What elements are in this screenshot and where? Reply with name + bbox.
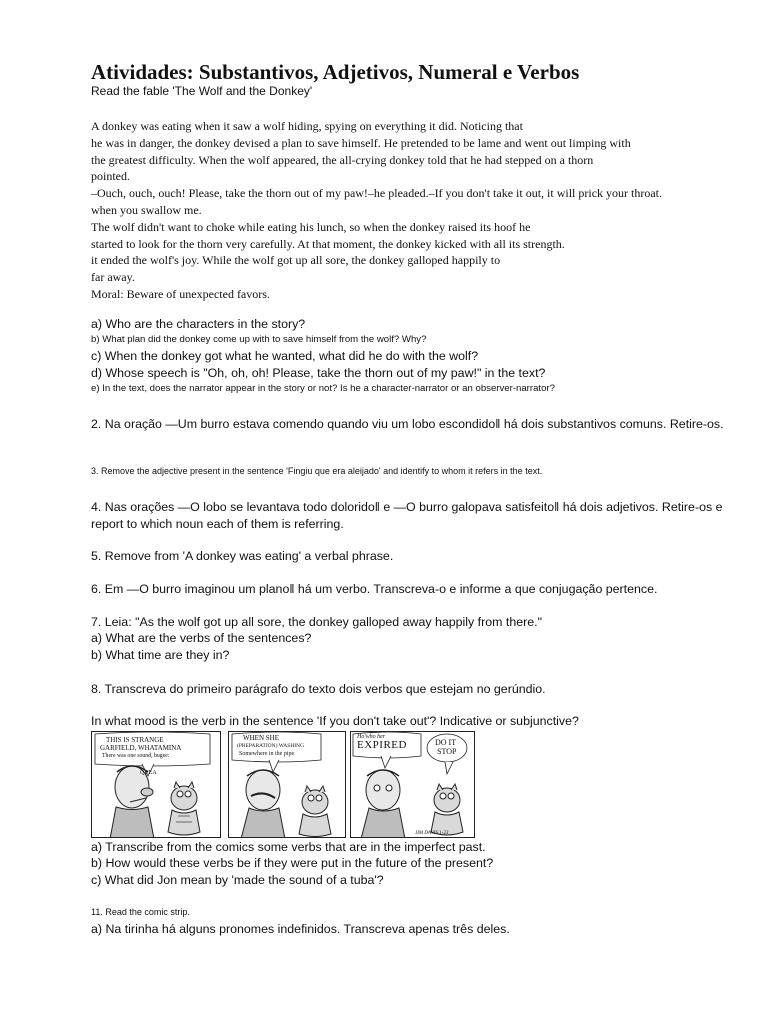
question-1a: a) Who are the characters in the story? bbox=[91, 317, 306, 331]
question-4: 4. Nas orações —O lobo se levantava todo dolorido‖ e —O burro galopava satisfeito‖ há dois adjetivos. Retire-os e report to which noun each of them is referring. bbox=[91, 500, 723, 531]
fable-line: Moral: Beware of unexpected favors. bbox=[91, 286, 270, 301]
comic-panel-1 bbox=[91, 731, 221, 838]
question-1b: b) What plan did the donkey come up with to save himself from the wolf? Why? bbox=[91, 334, 427, 345]
comic-panel-3-line: Ho'who her bbox=[357, 734, 386, 740]
comic-panel-3-bubble-line: DO IT bbox=[435, 738, 457, 747]
comic-panel-1-line: THIS IS STRANGE bbox=[106, 736, 164, 744]
question-1d: d) Whose speech is "Oh, oh, oh! Please, take the thorn out of my paw!" in the text? bbox=[91, 366, 546, 380]
question-7a: a) What are the verbs of the sentences? bbox=[91, 631, 312, 645]
comic-strip bbox=[91, 731, 475, 838]
question-9: In what mood is the verb in the sentence 'If you don't take out'? Indicative or subjunctive? bbox=[91, 714, 579, 728]
comic-panel-2 bbox=[228, 731, 346, 838]
question-2: 2. Na oração —Um burro estava comendo quando viu um lobo escondido‖ há dois substantivos comuns. Retire-os. bbox=[91, 417, 724, 431]
question-6: 6. Em —O burro imaginou um plano‖ há um verbo. Transcreva-o e informe a que conjugação pertence. bbox=[91, 582, 658, 596]
question-1e: e) In the text, does the narrator appear in the story or not? Is he a character-narrator or an observer-narrator? bbox=[91, 383, 555, 394]
fable-line: –Ouch, ouch, ouch! Please, take the thorn out of my paw!–he pleaded.–If you don't take it out, it will prick your throat. bbox=[91, 186, 663, 201]
comic-panel-1-line: GARFIELD, WHATAMINA bbox=[100, 744, 182, 752]
question-3: 3. Remove the adjective present in the sentence 'Fingiu que era aleijado' and identify to whom it refers in the text. bbox=[91, 466, 543, 476]
fable-line: it ended the wolf's joy. While the wolf got up all sore, the donkey galloped happily to bbox=[91, 253, 501, 268]
question-1c: c) When the donkey got what he wanted, what did he do with the wolf? bbox=[91, 349, 479, 363]
page-title: Atividades: Substantivos, Adjetivos, Numeral e Verbos bbox=[91, 60, 580, 84]
question-7: 7. Leia: "As the wolf got up all sore, the donkey galloped away happily from there." bbox=[91, 615, 542, 629]
comic-panel-1-line: There was one sound, bugee: bbox=[102, 753, 170, 759]
fable-line: The wolf didn't want to choke while eating his lunch, so when the donkey raised its hoof he bbox=[91, 219, 531, 234]
comic-panel-2-line: (PREPARATION) WASHING bbox=[237, 743, 305, 749]
question-8: 8. Transcreva do primeiro parágrafo do texto dois verbos que estejam no gerúndio. bbox=[91, 682, 546, 696]
comic-panel-2-line: WHEN SHE bbox=[243, 734, 279, 742]
comic-panel-3-bubble-line: STOP bbox=[437, 747, 457, 756]
question-10b: b) How would these verbs be if they were put in the future of the present? bbox=[91, 856, 494, 870]
fable-line: the greatest difficulty. When the wolf appeared, the all-crying donkey told that he had stepped on a thorn bbox=[91, 152, 594, 167]
question-10c: c) What did Jon mean by 'made the sound of a tuba'? bbox=[91, 873, 384, 887]
question-11: 11. Read the comic strip. bbox=[91, 907, 190, 917]
subtitle: Read the fable 'The Wolf and the Donkey' bbox=[91, 84, 313, 98]
fable-line: when you swallow me. bbox=[91, 202, 202, 217]
fable-line: A donkey was eating when it saw a wolf hiding, spying on everything it did. Noticing that bbox=[91, 119, 523, 133]
question-10a: a) Transcribe from the comics some verbs that are in the imperfect past. bbox=[91, 840, 486, 854]
question-7b: b) What time are they in? bbox=[91, 648, 230, 662]
comic-panel-1-line: QUEA bbox=[140, 770, 157, 776]
fable-line: he was in danger, the donkey devised a plan to save himself. He pretended to be lame and went out limping with bbox=[91, 135, 631, 150]
question-5: 5. Remove from 'A donkey was eating' a verbal phrase. bbox=[91, 549, 394, 563]
question-11a: a) Na tirinha há alguns pronomes indefinidos. Transcreva apenas três deles. bbox=[91, 922, 510, 936]
fable-line: far away. bbox=[91, 270, 135, 285]
fable-line: pointed. bbox=[91, 169, 130, 184]
comic-panel-2-line: Somewhere in the pipe bbox=[239, 751, 295, 757]
comic-signature: JIM DAVIS 1-23 bbox=[415, 831, 449, 836]
fable-text bbox=[91, 118, 662, 303]
comic-panel-3 bbox=[350, 731, 475, 838]
fable-line: started to look for the thorn very carefully. At that moment, the donkey kicked with all its strength. bbox=[91, 236, 565, 251]
comic-panel-3-big-word: EXPIRED bbox=[357, 739, 407, 751]
